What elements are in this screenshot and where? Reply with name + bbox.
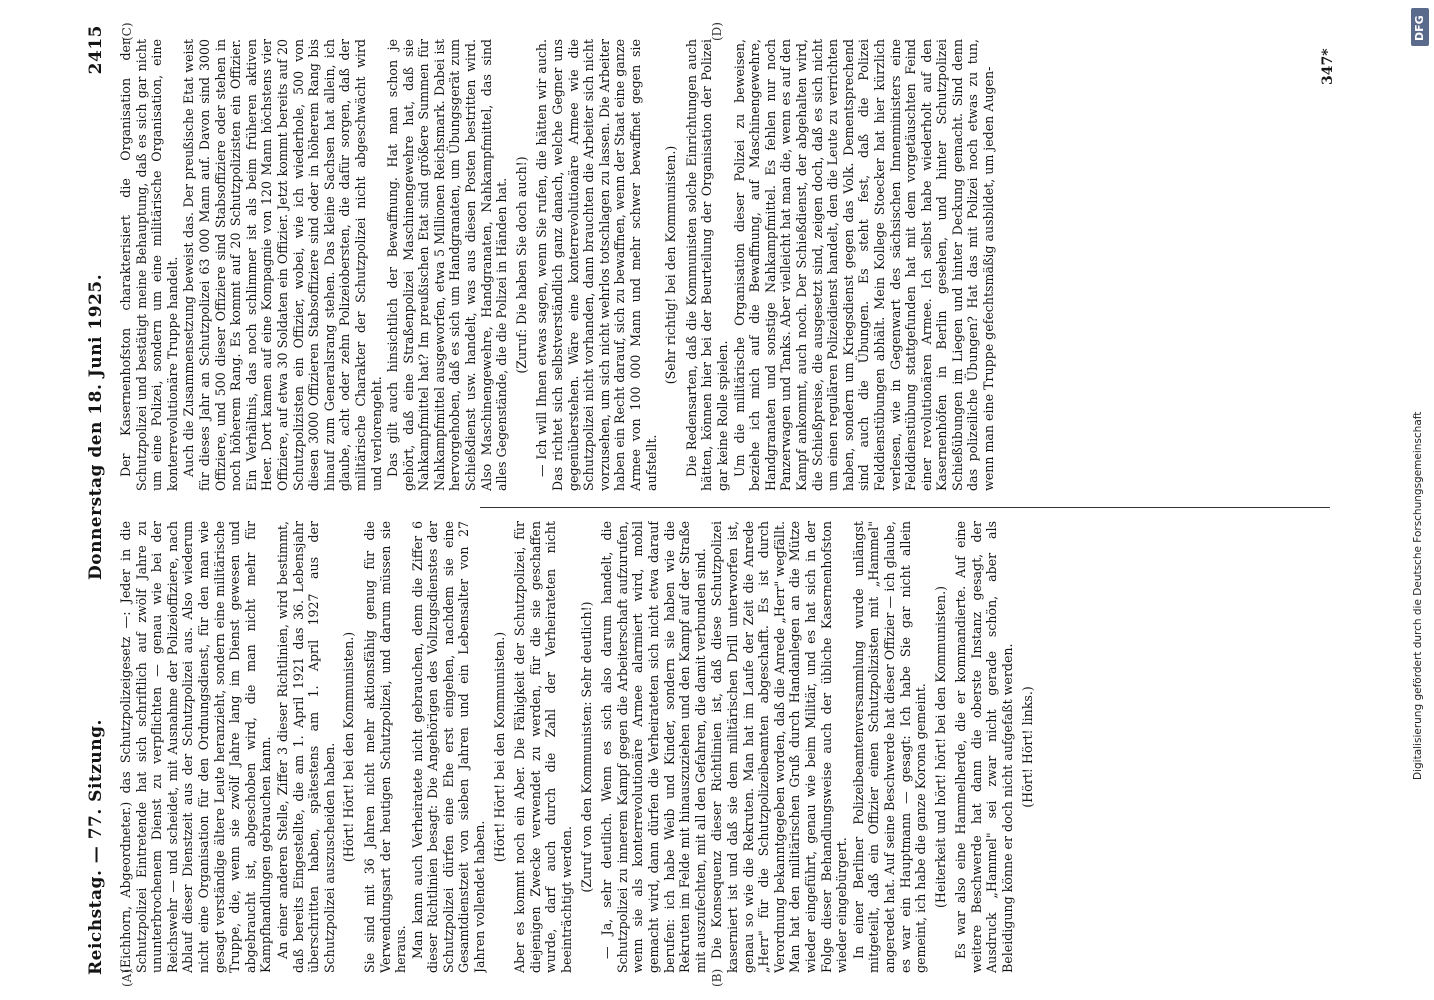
sheet-number: 347*	[1320, 48, 1336, 85]
header-date: Donnerstag den 18. Juni 1925.	[86, 273, 106, 580]
interjection: (Hört! Hört! links.)	[1019, 686, 1035, 808]
paragraph: Sie sind mit 36 Jahren nicht mehr aktionsfähig genug für die Verwendungsart der heutigen Schutzpolizei, und darum müssen sie heraus.	[361, 521, 409, 973]
interjection: (Hört! Hört! bei den Kommunisten.)	[491, 631, 507, 863]
interjection: (Heiterkeit und hört! hört! bei den Kommunisten.)	[932, 586, 948, 909]
rotated-page	[80, 22, 1340, 987]
paragraph: Um die militärische Organisation dieser Polizei zu beweisen, beziehe ich mich auf die Bewaffnung, auf Maschinengewehre, Handgranaten und sonstige Nahkampfmittel. Es fehlen nur noch Panzerwagen und Tanks. Aber vielleicht hat man die, wenn es auf den Kampf ankommt, auch noch. Der Schießdienst, der abgehalten wird, die Schießpreise, die ausgesetzt sind, zeigen doch, daß es sich nicht um einen regulären Polizeidienst handelt, den die Leute zu verrichten haben, sondern um Kriegsdienst gegen das Volk. Dementsprechend sind auch die Übungen. Es steht fest, daß die Polizei Felddienstübungen abhält. Mein Kollege Stoecker hat hier kürzlich verlesen, wie in Gegenwart des sächsischen Innenministers eine Felddienstübung stattgefunden hat mit dem vorgetäuschten Feind einer revolutionären Armee. Ich selbst habe wiederholt auf den Kasernenhöfen in Berlin gesehen, und hinter Schutzpolizei Schießübungen im Liegen und hinter Deckung gemacht. Sind denn das polizeiliche Übungen? Hat das mit Polizei noch etwas zu tun, wenn man eine Truppe gefechtsmäßig ausbildet, um jeden Augen-	[731, 39, 997, 491]
column-divider	[480, 507, 1330, 508]
paragraph: An einer anderen Stelle, Ziffer 3 dieser Richtlinien, wird bestimmt, daß bereits Eingestellte, die am 1. April 1921 das 36. Lebensjahr überschritten haben, spätestens am 1. April 1927 aus der Schutzpolizei auszuscheiden haben.	[274, 521, 337, 973]
margin-marker-d: (D)	[710, 22, 724, 41]
interjection: (Hört! Hört! bei den Kommunisten.)	[341, 631, 357, 863]
paragraph: In einer Berliner Polizeibeamtenversammlung wurde unlängst mitgeteilt, daß ein Offizier einen Schutzpolizisten mit „Hammel" angeredet hat. Auf seine Beschwerde hat dieser Offizier — ich glaube, es war ein Hauptmann — gesagt: Ich habe Sie gar nicht allein gemeint, ich habe die ganze Korona gemeint.	[850, 521, 929, 973]
paragraph: Die Konsequenz dieser Richtlinien ist, daß diese Schutzpolizei kaserniert ist und daß sie dem militärischen Drill unterworfen ist, genau so wie die Rekruten. Man hat im Laufe der Zeit die Anrede „Herr" für die Schutzpolizeibeamten abgeschafft. Es ist durch Verordnung bekanntgegeben worden, daß die Anrede „Herr" wegfällt. Man hat den militärischen Gruß durch Handanlegen an die Mütze wieder eingeführt, genau wie beim Militär, und es hat sich in der Folge dieser Behandlungsweise auch der übliche Kasernenhofston wieder eingebürgert.	[709, 521, 850, 973]
margin-marker-b: (B)	[710, 968, 724, 987]
digitization-credit: Digitalisierung gefördert durch die Deutsche Forschungsgemeinschaft	[1412, 411, 1424, 780]
dfg-logo-text: DFG	[1413, 15, 1426, 41]
left-column	[118, 521, 1328, 973]
paragraph: Die Redensarten, daß die Kommunisten solche Einrichtungen auch hätten, können hier bei der Beurteilung der Organisation der Polizei gar keine Rolle spielen.	[683, 39, 730, 491]
right-column	[118, 39, 1328, 491]
header-session: Reichstag. — 77. Sitzung.	[86, 719, 106, 975]
paragraph: (Eichhorn, Abgeordneter.) das Schutzpolizeigesetz —: Jeder in die Schutzpolizei Eintretende hat sich schriftlich auf zwölf Jahre zu ununterbrochenem Dienst zu verpflichten — genau wie bei der Reichswehr — und scheidet, mit Ausnahme der Polizeioffiziere, nach Ablauf dieser Dienstzeit aus der Schutzpolizei aus. Also wiederum nicht eine Organisation für den Ordnungsdienst, für den man wie gesagt verständige ältere Leute heranzieht, sondern eine militärische Truppe, die, wenn sie zwölf Jahre lang im Dienst gewesen und abgebraucht ist, abgeschoben wird, die man nicht mehr für Kampfhandlungen gebrauchen kann.	[118, 521, 274, 973]
margin-marker-a: (A)	[120, 968, 134, 987]
page-header	[80, 25, 114, 985]
interjection: (Zuruf: Die haben Sie doch auch!)	[513, 156, 529, 374]
paragraph: Auch die Zusammensetzung beweist das. Der preußische Etat weist für dieses Jahr an Schutzpolizei 63 000 Mann auf. Davon sind 3000 Offiziere, und 500 dieser Offiziere sind Stabsoffiziere oder stehen in noch höherem Rang. Es kommt auf 20 Schutzpolizisten ein Offizier. Ein Verhältnis, das noch schlimmer ist als beim früheren aktiven Heer. Dort kamen auf eine Kompagnie von 120 Mann höchstens vier Offiziere, auf etwa 30 Soldaten ein Offizier. Jetzt kommt bereits auf 20 Schutzpolizisten ein Offizier, wobei, wie ich wiederhole, 500 von diesen 3000 Offizieren Stabsoffiziere sind oder in höherem Rang bis hinauf zum Generalsrang stehen. Das kleine Sachsen hat allein, ich glaube, acht oder zehn Polizeiobersten, die dafür sorgen, daß der militärische Charakter der Schutzpolizei nicht abgeschwächt wird und verlorengeht.	[181, 39, 384, 491]
paragraph: — Ich will Ihnen etwas sagen, wenn Sie rufen, die hätten wir auch. Das richtet sich selbstverständlich ganz danach, welche Gegner uns gegenüberstehen. Wäre eine konterrevolutionäre Armee wie die Schutzpolizei nicht vorhanden, dann brauchten die Arbeiter sich nicht vorzusehen, um sich nicht wehrlos totschlagen zu lassen. Die Arbeiter haben ein Recht darauf, sich zu bewaffnen, wenn der Staat eine ganze Armee von 100 000 Mann und mehr schwer bewaffnet gegen sie aufstellt.	[534, 39, 659, 491]
paragraph: — Ja, sehr deutlich. Wenn es sich also darum handelt, die Schutzpolizei zu innerem Kampf gegen die Arbeiterschaft aufzurufen, wenn sie als konterrevolutionäre Armee alarmiert wird, mobil gemacht wird, dann dürfen die Verheirateten sich nicht etwa darauf berufen: ich habe Weib und Kinder, sondern sie haben wie die Rekruten im Felde mit hinauszuziehen und den Kampf auf der Straße mit auszufechten, mit all den Gefahren, die damit verbunden sind.	[599, 521, 708, 973]
interjection: (Sehr richtig! bei den Kommunisten.)	[663, 145, 679, 385]
dfg-logo	[1411, 8, 1429, 46]
paragraph: Aber es kommt noch ein Aber. Die Fähigkeit der Schutzpolizei, für diejenigen Zwecke verwendet zu werden, für die sie geschaffen wurde, darf auch durch die Zahl der Verheirateten nicht beeinträchtigt werden.	[512, 521, 575, 973]
margin-marker-c: (C)	[120, 22, 134, 41]
paragraph: Es war also eine Hammelherde, die er kommandierte. Auf eine weitere Beschwerde hat dann die oberste Instanz gesagt, der Ausdruck „Hammel" sei zwar nicht gerade schön, aber als Beleidigung könne er doch nicht aufgefaßt werden.	[953, 521, 1016, 973]
digitization-strip	[1408, 0, 1434, 1000]
paragraph: Der Kasernenhofston charakterisiert die Organisation der Schutzpolizei und bestätigt meine Behauptung, daß es sich gar nicht um eine Polizei, sondern um eine militärische Organisation, eine konterrevolutionäre Truppe handelt.	[118, 39, 180, 491]
header-page-number: 2415	[86, 25, 106, 75]
interjection: (Zuruf von den Kommunisten: Sehr deutlich!)	[578, 601, 594, 893]
paragraph: Das gilt auch hinsichtlich der Bewaffnung. Hat man schon je gehört, daß eine Straßenpolizei Maschinengewehre hat, daß sie Nahkampfmittel hat? Im preußischen Etat sind größere Summen für Nahkampfmittel ausgeworfen, etwa 5 Millionen Reichsmark. Dabei ist hervorgehoben, daß es sich um Handgranaten, um Übungsgerät zum Schießdienst usw. handelt, was aus diesen Posten bestritten wird. Also Maschinengewehre, Handgranaten, Nahkampfmittel, das sind alles Gegenstände, die die Polizei in Händen hat.	[385, 39, 510, 491]
paragraph: Man kann auch Verheiratete nicht gebrauchen, denn die Ziffer 6 dieser Richtlinien besagt: Die Angehörigen des Vollzugsdienstes der Schutzpolizei dürfen eine Ehe erst eingehen, nachdem sie eine Gesamtdienstzeit von sieben Jahren und ein Lebensalter von 27 Jahren vollendet haben.	[409, 521, 488, 973]
